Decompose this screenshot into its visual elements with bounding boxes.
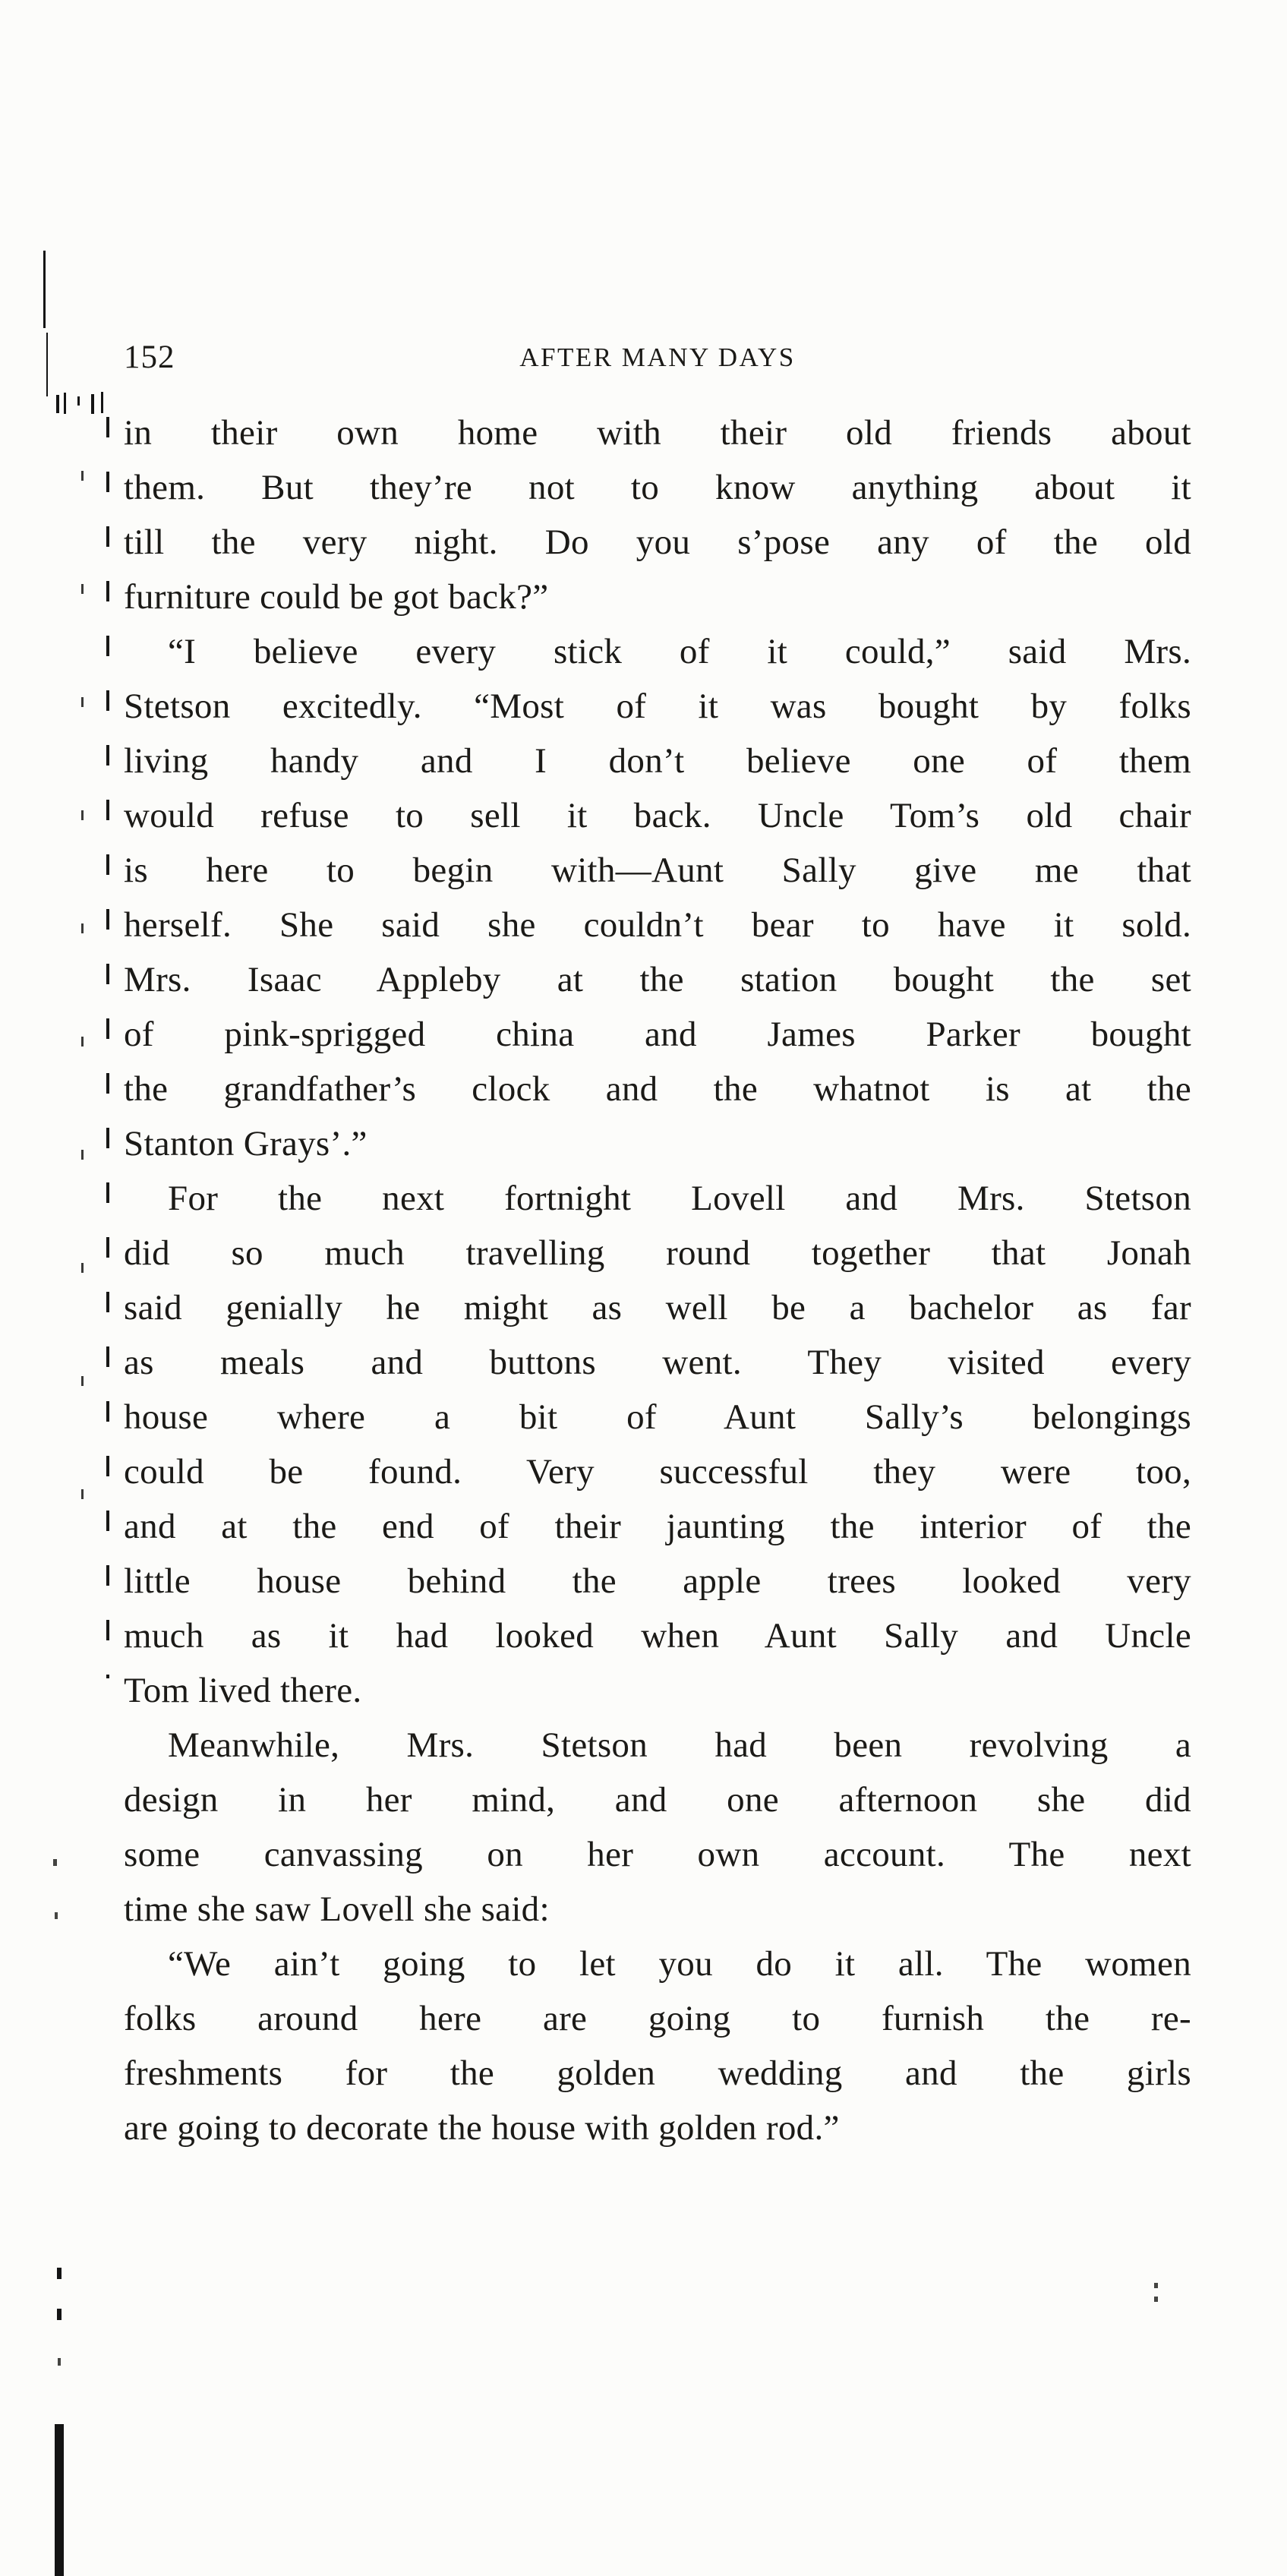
text-line: could be found. Very successful they were too,	[124, 1452, 1191, 1492]
scan-artifact-tick	[77, 396, 80, 406]
text-line: For the next fortnight Lovell and Mrs. Stetson	[168, 1179, 1191, 1218]
text-block	[124, 406, 1191, 2155]
text-line: did so much travelling round together that Jonah	[124, 1233, 1191, 1273]
scan-artifact-speck	[58, 2358, 61, 2366]
scan-artifact-tick	[56, 395, 59, 413]
text-line: much as it had looked when Aunt Sally and Uncle	[124, 1616, 1191, 1656]
page-header	[124, 339, 1191, 381]
scan-artifact-speck	[57, 2268, 62, 2279]
text-line: of pink-sprigged china and James Parker bought	[124, 1015, 1191, 1054]
text-line: “I believe every stick of it could,” said Mrs.	[168, 632, 1191, 671]
scan-artifact-gutter-line	[106, 417, 109, 1678]
scan-artifact-bar	[55, 2424, 64, 2576]
scan-artifact-tick	[64, 393, 66, 414]
scan-artifact-topline	[43, 251, 46, 328]
text-line: as meals and buttons went. They visited every	[124, 1343, 1191, 1382]
text-line: till the very night. Do you s’pose any of the old	[124, 522, 1191, 562]
text-line: some canvassing on her own account. The next	[124, 1835, 1191, 1874]
text-line: Stanton Grays’.”	[124, 1124, 367, 1163]
scan-artifact-tick	[91, 394, 94, 414]
paragraph	[124, 1718, 1191, 1937]
text-line: little house behind the apple trees looked very	[124, 1561, 1191, 1601]
text-line: house where a bit of Aunt Sally’s belongings	[124, 1397, 1191, 1437]
paragraph	[124, 1937, 1191, 2155]
text-line: design in her mind, and one afternoon she did	[124, 1780, 1191, 1820]
text-line: time she saw Lovell she said:	[124, 1889, 550, 1929]
scan-artifact-speck	[1154, 2297, 1158, 2302]
text-line: the grandfather’s clock and the whatnot is at the	[124, 1069, 1191, 1109]
scan-artifact-tick	[101, 392, 103, 413]
scan-artifact-topline	[46, 333, 48, 396]
text-line: living handy and I don’t believe one of them	[124, 741, 1191, 781]
text-line: freshments for the golden wedding and the girls	[124, 2054, 1191, 2093]
paragraph	[124, 624, 1191, 1171]
text-line: Stetson excitedly. “Most of it was bought by folks	[124, 687, 1191, 726]
paragraph	[124, 406, 1191, 624]
running-title: AFTER MANY DAYS	[519, 343, 796, 372]
text-line: Meanwhile, Mrs. Stetson had been revolving a	[168, 1725, 1191, 1765]
paragraph	[124, 1171, 1191, 1718]
text-line: and at the end of their jaunting the interior of the	[124, 1507, 1191, 1546]
text-line: Mrs. Isaac Appleby at the station bought the set	[124, 960, 1191, 999]
page-number: 152	[124, 339, 175, 375]
scan-artifact-speck	[1154, 2283, 1158, 2288]
text-line: them. But they’re not to know anything about it	[124, 468, 1191, 507]
scan-artifact-speck	[55, 1912, 58, 1919]
scan-artifact-speck	[57, 2309, 62, 2320]
text-line: folks around here are going to furnish the re-	[124, 1999, 1191, 2038]
text-line: would refuse to sell it back. Uncle Tom’s old chair	[124, 796, 1191, 835]
scan-artifact-gutter-line	[81, 471, 84, 1580]
text-line: furniture could be got back?”	[124, 577, 549, 617]
text-line: is here to begin with—Aunt Sally give me that	[124, 851, 1191, 890]
text-line: in their own home with their old friends about	[124, 413, 1191, 453]
text-line: “We ain’t going to let you do it all. The women	[168, 1944, 1191, 1984]
text-line: herself. She said she couldn’t bear to have it sold.	[124, 905, 1191, 945]
text-line: Tom lived there.	[124, 1671, 362, 1710]
text-line: are going to decorate the house with golden rod.”	[124, 2108, 840, 2148]
text-line: said genially he might as well be a bachelor as far	[124, 1288, 1191, 1327]
scan-artifact-speck	[53, 1859, 57, 1866]
